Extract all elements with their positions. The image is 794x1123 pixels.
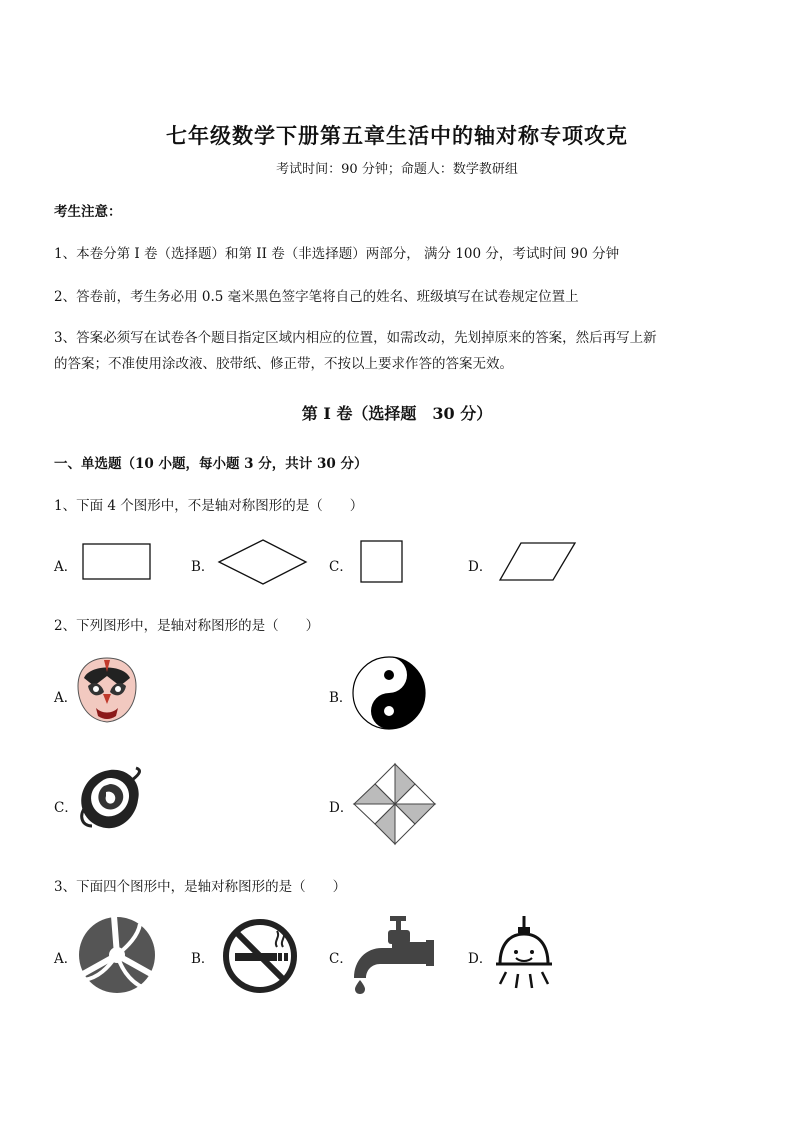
q2-option-b-label: B．	[329, 690, 353, 706]
part-title: 一、单选题（10 小题，每小题 3 分，共计 30 分）	[54, 456, 368, 472]
notice-item-3: 3、答案必须写在试卷各个题目指定区域内相应的位置，如需改动，先划掉原来的答案，然后再写上新	[54, 330, 657, 346]
swirl-flower-icon	[76, 766, 144, 834]
q1-option-d-label: D．	[468, 559, 493, 575]
q3-option-c-label: C．	[329, 951, 353, 967]
rhombus-icon	[218, 539, 308, 585]
q3-option-d-label: D．	[468, 951, 493, 967]
question-3-stem: 3、下面四个图形中，是轴对称图形的是（ ）	[54, 879, 347, 895]
q2-option-a-label: A．	[54, 690, 78, 706]
rectangle-icon	[82, 543, 152, 581]
notice-item-2: 2、答卷前，考生务必用 0.5 毫米黑色签字笔将自己的姓名、班级填写在试卷规定位置上	[54, 289, 579, 305]
question-2-stem: 2、下列图形中，是轴对称图形的是（ ）	[54, 618, 320, 634]
q1-option-a-label: A．	[54, 559, 78, 575]
q1-option-c-label: C．	[329, 559, 353, 575]
ceiling-lamp-icon	[492, 914, 556, 994]
q2-option-d-label: D．	[329, 800, 354, 816]
yin-yang-icon	[352, 656, 426, 730]
square-icon	[360, 540, 404, 584]
pinwheel-icon	[352, 762, 438, 846]
q3-option-b-label: B．	[191, 951, 215, 967]
faucet-icon	[352, 914, 436, 994]
q1-option-b-label: B．	[191, 559, 215, 575]
notice-heading: 考生注意：	[54, 204, 122, 220]
q2-option-c-label: C．	[54, 800, 78, 816]
notice-item-1: 1、本卷分第 I 卷（选择题）和第 II 卷（非选择题）两部分， 满分 100 分，考试时间 90 分钟	[54, 246, 620, 262]
notice-item-3-cont: 的答案；不准使用涂改液、胶带纸、修正带，不按以上要求作答的答案无效。	[54, 356, 513, 372]
triple-leaf-logo-icon	[78, 916, 156, 994]
opera-mask-icon	[76, 656, 138, 724]
exam-info: 考试时间：90 分钟；命题人：数学教研组	[276, 162, 518, 177]
no-smoking-icon	[221, 917, 299, 995]
section-title: 第 I 卷（选择题 30 分）	[301, 404, 493, 423]
q3-option-a-label: A．	[54, 951, 78, 967]
question-1-stem: 1、下面 4 个图形中，不是轴对称图形的是（ ）	[54, 498, 364, 514]
page-title: 七年级数学下册第五章生活中的轴对称专项攻克	[166, 123, 628, 148]
parallelogram-icon	[499, 542, 577, 582]
